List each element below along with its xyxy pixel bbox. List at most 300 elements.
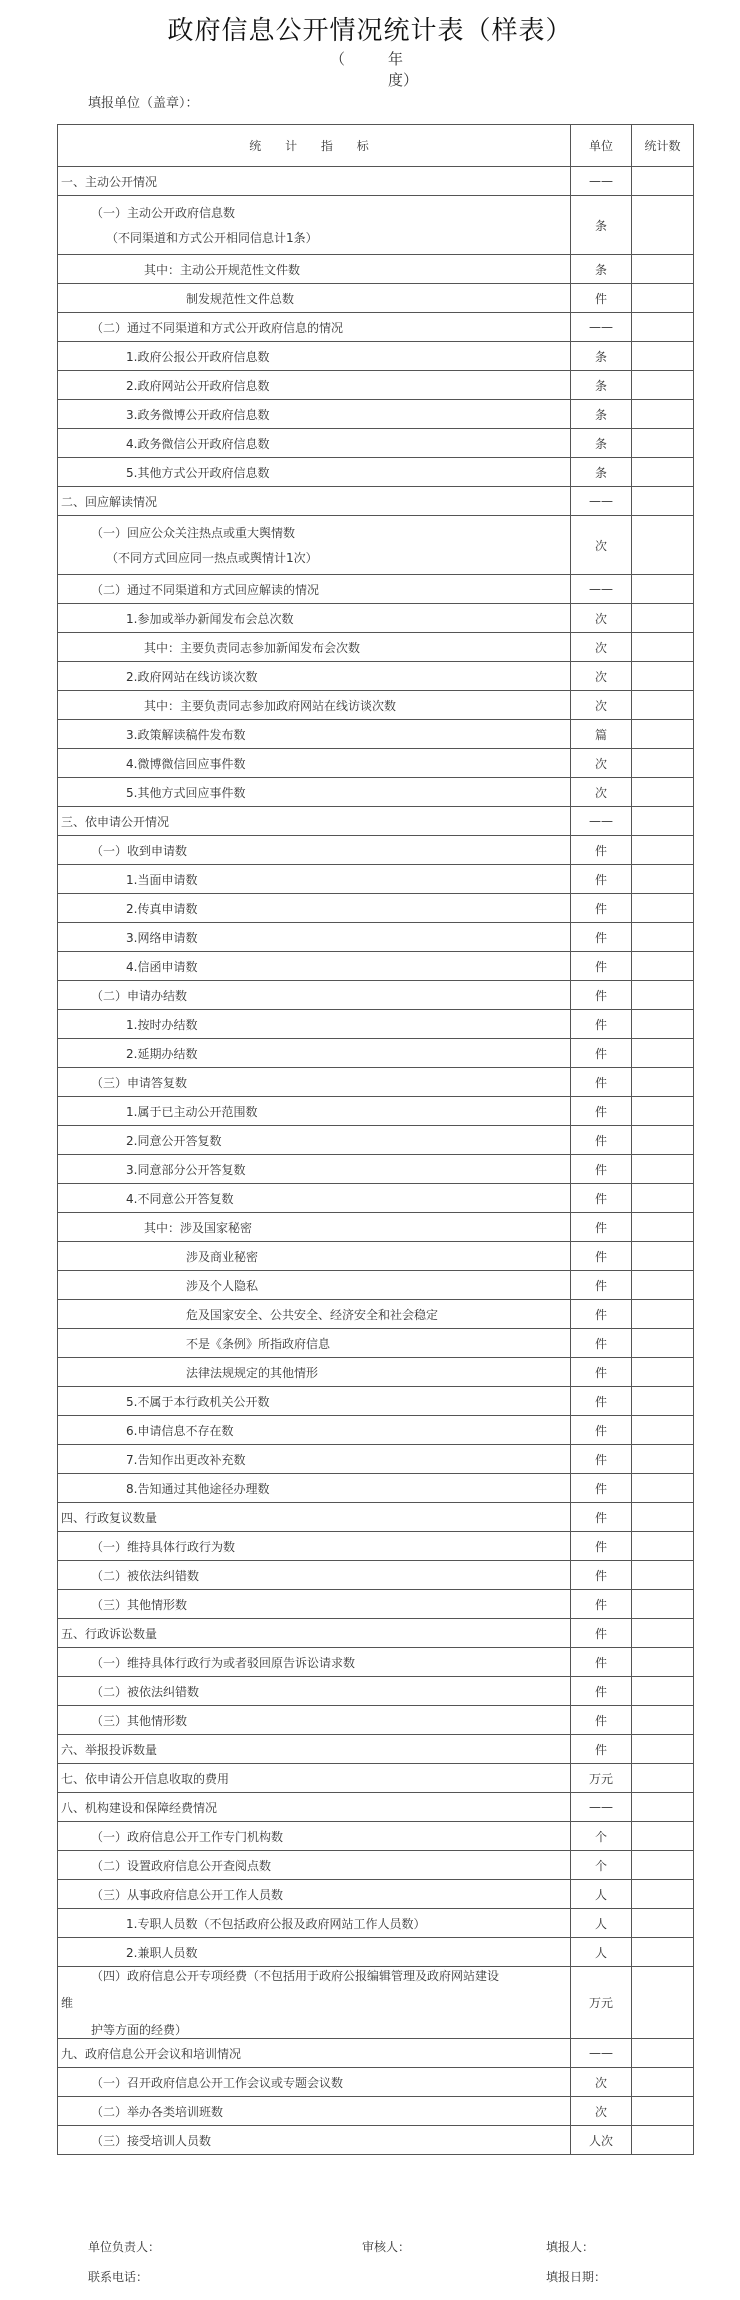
indicator-label: 二、回应解读情况 [61,494,158,509]
count-cell[interactable] [632,487,694,516]
indicator-cell [58,516,571,575]
count-cell[interactable] [632,1155,694,1184]
indicator-cell [58,865,571,894]
indicator-label: （一）主动公开政府信息数 [91,206,236,220]
unit-cell: 件 [571,1184,632,1213]
count-cell[interactable] [632,836,694,865]
table-row [58,1387,694,1416]
unit-cell: 件 [571,1503,632,1532]
table-row [58,1184,694,1213]
unit-cell: 件 [571,1445,632,1474]
indicator-cell [58,1474,571,1503]
indicator-label: 1.属于已主动公开范围数 [126,1104,258,1119]
indicator-label: （二）举办各类培训班数 [91,2104,224,2119]
indicator-label: 3.政务微博公开政府信息数 [126,407,270,422]
unit-cell: —— [571,575,632,604]
unit-cell: 件 [571,1329,632,1358]
indicator-label: 其中：主动公开规范性文件数 [144,262,301,277]
count-cell[interactable] [632,1445,694,1474]
count-cell[interactable] [632,1793,694,1822]
unit-cell: 条 [571,371,632,400]
table-row [58,1416,694,1445]
indicator-cell [58,575,571,604]
unit-cell: 件 [571,1358,632,1387]
count-cell[interactable] [632,516,694,575]
table-row [58,1938,694,1967]
indicator-cell [58,2097,571,2126]
unit-cell: 件 [571,1213,632,1242]
unit-cell: 万元 [571,1967,632,2039]
indicator-label-line2: （不同方式回应同一热点或舆情计1次） [106,551,318,565]
phone-label: 联系电话： [88,2270,149,2284]
count-cell[interactable] [632,255,694,284]
indicator-label: 三、依申请公开情况 [61,814,170,829]
indicator-cell [58,1242,571,1271]
count-cell[interactable] [632,1329,694,1358]
indicator-label-line2: 维 [61,1996,74,2010]
indicator-cell [58,894,571,923]
unit-cell: 人 [571,1880,632,1909]
unit-cell: 件 [571,1590,632,1619]
indicator-cell [58,2068,571,2097]
table-row [58,1909,694,1938]
table-row [58,487,694,516]
indicator-label: 1.按时办结数 [126,1017,198,1032]
table-row [58,313,694,342]
unit-cell: 件 [571,1271,632,1300]
indicator-cell [58,1097,571,1126]
indicator-label: 4.政务微信公开政府信息数 [126,436,270,451]
count-cell[interactable] [632,1735,694,1764]
indicator-cell [58,167,571,196]
indicator-label: 危及国家安全、公共安全、经济安全和社会稳定 [186,1307,439,1322]
header-indicator: 统 计 指 标 [58,125,571,167]
reviewer-label: 审核人： [362,2240,411,2254]
indicator-cell [58,1010,571,1039]
table-row [58,604,694,633]
table-row [58,2068,694,2097]
unit-cell: 件 [571,1619,632,1648]
unit-cell: 件 [571,981,632,1010]
indicator-label: （二）设置政府信息公开查阅点数 [91,1858,272,1873]
table-row [58,1706,694,1735]
table-row [58,633,694,662]
table-row [58,458,694,487]
unit-cell: —— [571,487,632,516]
unit-cell: 次 [571,662,632,691]
indicator-label: 2.同意公开答复数 [126,1133,222,1148]
count-cell[interactable] [632,1068,694,1097]
indicator-label: （一）政府信息公开工作专门机构数 [91,1829,284,1844]
count-cell[interactable] [632,1851,694,1880]
count-cell[interactable] [632,458,694,487]
count-cell[interactable] [632,604,694,633]
table-row [58,1126,694,1155]
unit-cell: 次 [571,604,632,633]
indicator-cell [58,400,571,429]
table-row [58,575,694,604]
indicator-label: 1.政府公报公开政府信息数 [126,349,270,364]
indicator-cell [58,807,571,836]
table-row [58,516,694,575]
unit-cell: 次 [571,2068,632,2097]
count-cell[interactable] [632,1677,694,1706]
indicator-cell [58,662,571,691]
count-cell[interactable] [632,1474,694,1503]
indicator-cell [58,1184,571,1213]
indicator-label: 其中：涉及国家秘密 [144,1220,253,1235]
count-cell[interactable] [632,1010,694,1039]
table-row [58,1503,694,1532]
indicator-label: 九、政府信息公开会议和培训情况 [61,2046,242,2061]
indicator-label: （三）其他情形数 [91,1713,188,1728]
unit-cell: 条 [571,429,632,458]
count-cell[interactable] [632,2126,694,2155]
table-row [58,1648,694,1677]
responsible-label: 单位负责人： [88,2240,161,2254]
count-cell[interactable] [632,1764,694,1793]
indicator-cell [58,1648,571,1677]
count-cell[interactable] [632,1706,694,1735]
unit-cell: 件 [571,1300,632,1329]
count-cell[interactable] [632,894,694,923]
indicator-cell [58,2039,571,2068]
count-cell[interactable] [632,1532,694,1561]
unit-cell: 件 [571,1532,632,1561]
unit-cell: 件 [571,1677,632,1706]
table-row [58,1445,694,1474]
count-cell[interactable] [632,691,694,720]
count-cell[interactable] [632,313,694,342]
indicator-cell [58,2126,571,2155]
unit-cell: 件 [571,952,632,981]
indicator-cell [58,487,571,516]
indicator-label: 2.政府网站公开政府信息数 [126,378,270,393]
unit-cell: —— [571,1793,632,1822]
indicator-label: 3.政策解读稿件发布数 [126,727,246,742]
count-cell[interactable] [632,1880,694,1909]
count-cell[interactable] [632,1126,694,1155]
count-cell[interactable] [632,167,694,196]
indicator-cell [58,1938,571,1967]
table-row [58,2097,694,2126]
indicator-cell [58,1126,571,1155]
count-cell[interactable] [632,1619,694,1648]
count-cell[interactable] [632,1648,694,1677]
filler-label: 填报人： [546,2240,595,2254]
unit-cell: 条 [571,458,632,487]
indicator-label: 1.专职人员数（不包括政府公报及政府网站工作人员数） [126,1916,426,1931]
table-row [58,662,694,691]
table-row [58,1213,694,1242]
indicator-label: 四、行政复议数量 [61,1510,158,1525]
indicator-cell [58,1445,571,1474]
count-cell[interactable] [632,1039,694,1068]
indicator-label: （三）接受培训人员数 [91,2133,212,2148]
indicator-label: （三）申请答复数 [91,1075,188,1090]
table-row [58,2126,694,2155]
unit-cell: 条 [571,255,632,284]
unit-cell: 人次 [571,2126,632,2155]
indicator-cell [58,1039,571,1068]
indicator-label: （一）召开政府信息公开工作会议或专题会议数 [91,2075,344,2090]
indicator-cell [58,836,571,865]
indicator-cell [58,633,571,662]
unit-cell: 件 [571,1706,632,1735]
table-row [58,894,694,923]
indicator-cell [58,1909,571,1938]
count-cell[interactable] [632,807,694,836]
unit-cell: 条 [571,342,632,371]
table-row [58,1967,694,2039]
unit-cell: 件 [571,1155,632,1184]
unit-cell: 件 [571,1097,632,1126]
table-row [58,1561,694,1590]
indicator-cell [58,1532,571,1561]
count-cell[interactable] [632,2097,694,2126]
table-row [58,1822,694,1851]
table-row [58,1329,694,1358]
count-cell[interactable] [632,371,694,400]
indicator-label: 3.网络申请数 [126,930,198,945]
indicator-label: 2.传真申请数 [126,901,198,916]
table-row [58,1590,694,1619]
count-cell[interactable] [632,196,694,255]
table-row [58,1097,694,1126]
unit-cell: 次 [571,749,632,778]
indicator-label: （二）申请办结数 [91,988,188,1003]
count-cell[interactable] [632,633,694,662]
unit-cell: 件 [571,1387,632,1416]
count-cell[interactable] [632,400,694,429]
table-row [58,749,694,778]
count-cell[interactable] [632,1503,694,1532]
count-cell[interactable] [632,1097,694,1126]
indicator-cell [58,458,571,487]
indicator-cell [58,1619,571,1648]
indicator-label: 制发规范性文件总数 [186,291,295,306]
unit-cell: 件 [571,1068,632,1097]
indicator-cell [58,1503,571,1532]
count-cell[interactable] [632,865,694,894]
count-cell[interactable] [632,1822,694,1851]
unit-cell: 件 [571,1010,632,1039]
table-row [58,1764,694,1793]
header-count: 统计数 [632,125,694,167]
fill-unit-label: 填报单位（盖章）： [88,96,199,111]
table-row [58,1300,694,1329]
count-cell[interactable] [632,1909,694,1938]
table-row [58,429,694,458]
indicator-label: 5.不属于本行政机关公开数 [126,1394,270,1409]
unit-cell: 件 [571,1242,632,1271]
indicator-label: 3.同意部分公开答复数 [126,1162,246,1177]
table-row [58,284,694,313]
indicator-cell [58,952,571,981]
count-cell[interactable] [632,1242,694,1271]
indicator-cell [58,1387,571,1416]
unit-cell: —— [571,807,632,836]
indicator-cell [58,981,571,1010]
table-row [58,342,694,371]
indicator-cell [58,1735,571,1764]
count-cell[interactable] [632,1271,694,1300]
indicator-label: （三）其他情形数 [91,1597,188,1612]
table-row [58,1677,694,1706]
table-row [58,1851,694,1880]
table-row [58,981,694,1010]
unit-cell: 件 [571,865,632,894]
indicator-label: （一）维持具体行政行为或者驳回原告诉讼请求数 [91,1655,356,1670]
unit-cell: 件 [571,1416,632,1445]
unit-cell: 次 [571,691,632,720]
table-row [58,1532,694,1561]
unit-cell: 件 [571,894,632,923]
count-cell[interactable] [632,284,694,313]
count-cell[interactable] [632,342,694,371]
count-cell[interactable] [632,1300,694,1329]
date-label: 填报日期： [546,2270,607,2284]
count-cell[interactable] [632,1561,694,1590]
indicator-label: 其中：主要负责同志参加政府网站在线访谈次数 [144,698,397,713]
indicator-label: 涉及商业秘密 [186,1249,259,1264]
indicator-cell [58,1358,571,1387]
count-cell[interactable] [632,1213,694,1242]
unit-cell: 件 [571,1735,632,1764]
indicator-label: 不是《条例》所指政府信息 [186,1336,331,1351]
unit-cell: 个 [571,1851,632,1880]
indicator-label: （一）收到申请数 [91,843,188,858]
indicator-label: 4.不同意公开答复数 [126,1191,234,1206]
unit-cell: 件 [571,284,632,313]
table-row [58,691,694,720]
count-cell[interactable] [632,1416,694,1445]
count-cell[interactable] [632,2039,694,2068]
count-cell[interactable] [632,1967,694,2039]
count-cell[interactable] [632,1938,694,1967]
count-cell[interactable] [632,1590,694,1619]
indicator-label: 1.当面申请数 [126,872,198,887]
statistics-table [57,124,694,2155]
indicator-label: （二）被依法纠错数 [91,1684,200,1699]
unit-cell: 条 [571,196,632,255]
table-row [58,1735,694,1764]
table-row [58,1271,694,1300]
unit-cell: 件 [571,1039,632,1068]
indicator-label: 其中：主要负责同志参加新闻发布会次数 [144,640,361,655]
page-title: 政府信息公开情况统计表（样表） [167,16,573,46]
table-row [58,778,694,807]
unit-cell: 条 [571,400,632,429]
indicator-label: （三）从事政府信息公开工作人员数 [91,1887,284,1902]
indicator-cell [58,1677,571,1706]
unit-cell: 件 [571,923,632,952]
count-cell[interactable] [632,1387,694,1416]
indicator-cell [58,284,571,313]
indicator-label-line3: 护等方面的经费） [91,2023,188,2037]
count-cell[interactable] [632,2068,694,2097]
count-cell[interactable] [632,923,694,952]
indicator-cell [58,1329,571,1358]
indicator-label: （一）维持具体行政行为数 [91,1539,236,1554]
indicator-label: 六、举报投诉数量 [61,1742,158,1757]
indicator-cell [58,1851,571,1880]
year-label: 年度） [388,50,419,89]
count-cell[interactable] [632,720,694,749]
indicator-cell [58,1416,571,1445]
table-row [58,1880,694,1909]
table-row [58,255,694,284]
count-cell[interactable] [632,1184,694,1213]
indicator-label: 5.其他方式公开政府信息数 [126,465,270,480]
indicator-cell [58,1764,571,1793]
table-row [58,720,694,749]
unit-cell: 人 [571,1909,632,1938]
table-header-row [58,125,694,167]
unit-cell: —— [571,167,632,196]
count-cell[interactable] [632,575,694,604]
indicator-label: 2.延期办结数 [126,1046,198,1061]
indicator-cell [58,1880,571,1909]
indicator-label: 五、行政诉讼数量 [61,1626,158,1641]
indicator-label: （一）回应公众关注热点或重大舆情数 [91,526,296,540]
indicator-label: 7.告知作出更改补充数 [126,1452,246,1467]
table-row [58,1068,694,1097]
table-row [58,1358,694,1387]
unit-cell: 件 [571,1126,632,1155]
indicator-label: 8.告知通过其他途径办理数 [126,1481,270,1496]
indicator-cell [58,313,571,342]
table-row [58,1793,694,1822]
count-cell[interactable] [632,952,694,981]
unit-cell: 万元 [571,1764,632,1793]
header-unit: 单位 [571,125,632,167]
count-cell[interactable] [632,778,694,807]
count-cell[interactable] [632,981,694,1010]
indicator-cell [58,1155,571,1184]
indicator-label: 八、机构建设和保障经费情况 [61,1800,218,1815]
indicator-label: （二）被依法纠错数 [91,1568,200,1583]
indicator-label: 2.政府网站在线访谈次数 [126,669,258,684]
unit-cell: 篇 [571,720,632,749]
table-row [58,1474,694,1503]
indicator-cell [58,923,571,952]
indicator-label: 4.信函申请数 [126,959,198,974]
table-row [58,923,694,952]
indicator-cell [58,1822,571,1851]
table-row [58,865,694,894]
table-row [58,1155,694,1184]
indicator-label: （四）政府信息公开专项经费（不包括用于政府公报编辑管理及政府网站建设 [91,1969,500,1983]
table-row [58,836,694,865]
count-cell[interactable] [632,749,694,778]
indicator-label: 4.微博微信回应事件数 [126,756,246,771]
unit-cell: —— [571,2039,632,2068]
year-paren: （ [330,50,346,68]
count-cell[interactable] [632,1358,694,1387]
indicator-cell [58,604,571,633]
indicator-cell [58,749,571,778]
indicator-cell [58,342,571,371]
unit-cell: 件 [571,836,632,865]
count-cell[interactable] [632,662,694,691]
unit-cell: —— [571,313,632,342]
table-row [58,1242,694,1271]
table-row [58,1010,694,1039]
indicator-label: （二）通过不同渠道和方式回应解读的情况 [91,582,320,597]
count-cell[interactable] [632,429,694,458]
table-row [58,807,694,836]
